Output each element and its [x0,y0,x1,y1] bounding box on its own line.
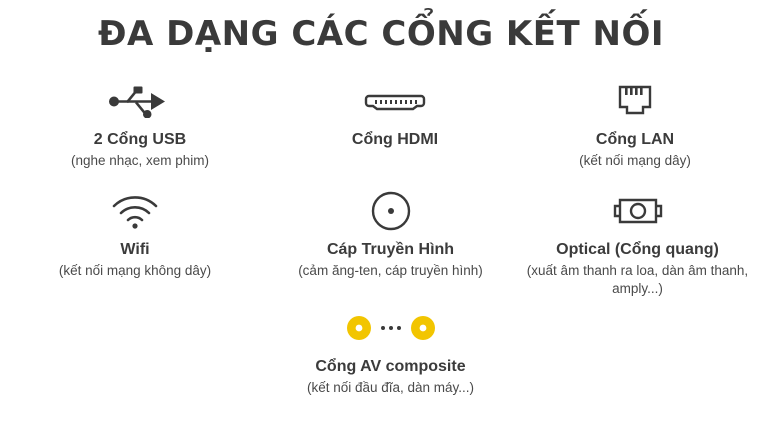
page-title: ĐA DẠNG CÁC CỔNG KẾT NỐI [97,14,665,54]
feature-usb-label: 2 Cổng USB [93,131,187,148]
feature-hdmi [275,78,515,152]
feature-lan-label: Cổng LAN [595,131,675,148]
coaxial-antenna-icon [258,188,523,234]
optical-port-icon [520,188,755,234]
av-composite-icon [258,305,523,351]
feature-av [258,305,523,397]
feature-hdmi-label: Cổng HDMI [351,131,439,148]
feature-lan [520,78,750,170]
wifi-icon [10,188,260,234]
feature-usb [20,78,260,170]
feature-optical-sub: (xuất âm thanh ra loa, dàn âm thanh, amply...) [526,263,749,297]
feature-av-label: Cổng AV composite [315,358,466,375]
hdmi-port-icon [275,78,515,124]
feature-optical-label: Optical (Cổng quang) [556,241,719,258]
feature-usb-sub: (nghe nhạc, xem phim) [70,153,210,169]
lan-port-icon [520,78,750,124]
feature-wifi-sub: (kết nối mạng không dây) [58,263,212,279]
feature-cable [258,188,523,280]
feature-wifi [10,188,260,280]
usb-icon [20,78,260,124]
feature-optical [520,188,755,299]
feature-cable-sub: (cảm ăng-ten, cáp truyền hình) [298,263,483,279]
feature-av-sub: (kết nối đầu đĩa, dàn máy...) [306,380,475,396]
feature-cable-label: Cáp Truyền Hình [326,241,455,258]
feature-wifi-label: Wifi [120,241,150,258]
feature-lan-sub: (kết nối mạng dây) [579,153,691,169]
